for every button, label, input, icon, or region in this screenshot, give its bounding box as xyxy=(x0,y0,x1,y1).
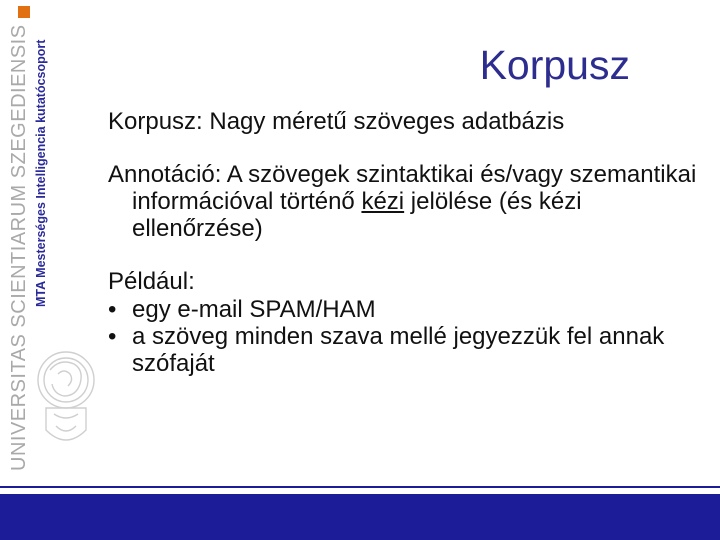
annotation-text-part: Annotáció: A szövegek szintaktikai és/vagy szemantikai információval történő xyxy=(108,161,697,216)
logo-orange-square xyxy=(18,6,30,18)
footer-divider xyxy=(0,486,720,488)
list-item xyxy=(108,296,698,323)
university-seal-logo xyxy=(30,340,102,465)
bullet-icon: • xyxy=(108,322,117,350)
definition-text: Korpusz: Nagy méretű szöveges adatbázis xyxy=(108,108,565,135)
annotation-text-part: jelölése (és kézi ellenőrzése) xyxy=(132,188,582,243)
slide-body xyxy=(108,108,698,377)
research-group-name-vertical: MTA Mesterséges Intelligencia kutatócsoport xyxy=(34,39,48,307)
list-item xyxy=(108,323,698,377)
annotation-text xyxy=(108,161,698,242)
footer-bar xyxy=(0,494,720,540)
university-name-vertical: UNIVERSITAS SCIENTIARUM SZEGEDIENSIS xyxy=(8,24,30,471)
list-item-text: egy e-mail SPAM/HAM xyxy=(132,295,376,323)
examples-heading: Például: xyxy=(108,268,195,296)
list-item-text: a szöveg minden szava mellé jegyezzük fel annak szófaját xyxy=(132,322,665,377)
annotation-underlined-word: kézi xyxy=(361,188,405,216)
examples-list xyxy=(108,296,698,377)
slide-title: Korpusz xyxy=(479,42,630,88)
bullet-icon: • xyxy=(108,295,117,323)
examples-block xyxy=(108,268,698,376)
